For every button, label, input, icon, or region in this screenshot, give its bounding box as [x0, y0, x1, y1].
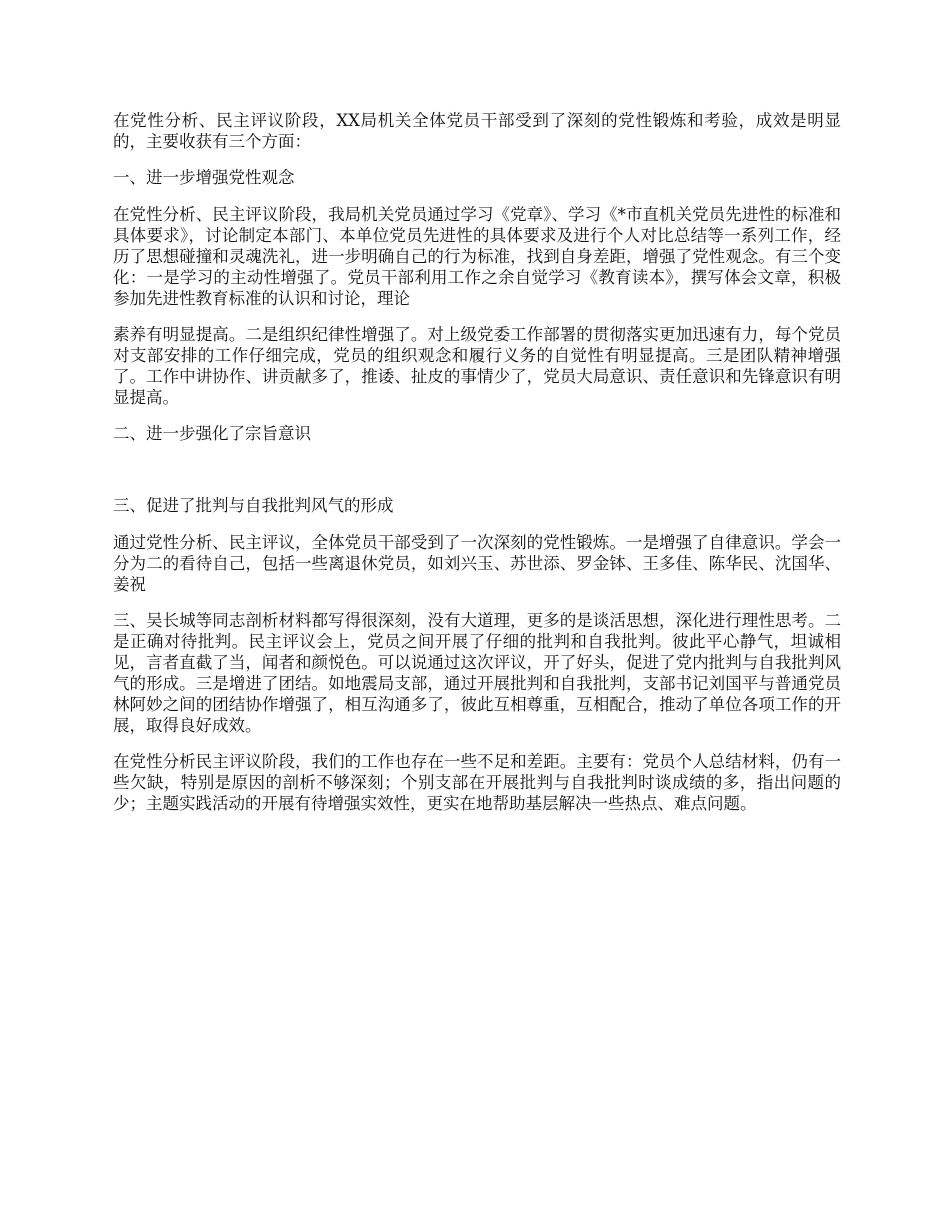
- section-heading-3: 三、促进了批判与自我批判风气的形成: [113, 496, 394, 515]
- section-heading-1: 一、进一步增强党性观念: [113, 168, 295, 187]
- intro-paragraph: 在党性分析、民主评议阶段，XX局机关全体党员干部受到了深刻的党性锻炼和考验，成效是明显的，主要收获有三个方面：: [113, 111, 841, 151]
- section-1-paragraph-part-1: 在党性分析、民主评议阶段，我局机关党员通过学习《党章》、学习《*市直机关党员先进性的标准和具体要求》，讨论制定本部门、本单位党员先进性的具体要求及进行个人对比总结等一系列工作，经历了思想碰撞和灵魂洗礼，进一步明确自己的行为标准，找到自身差距，增强了党性观念。有三个变化：一是学习的主动性增强了。党员干部利用工作之余自觉学习《教育读本》，撰写体会文章，积极参加先进性教育标准的认识和讨论，理论: [113, 205, 841, 308]
- section-3-paragraph-part-2: 三、吴长城等同志剖析材料都写得很深刻，没有大道理，更多的是谈活思想，深化进行理性思考。二是正确对待批判。民主评议会上，党员之间开展了仔细的批判和自我批判。彼此平心静气，坦诚相见，言者直截了当，闻者和颜悦色。可以说通过这次评议，开了好头，促进了党内批判与自我批判风气的形成。三是增进了团结。如地震局支部，通过开展批判和自我批判，支部书记刘国平与普通党员林阿妙之间的团结协作增强了，相互沟通多了，彼此互相尊重，互相配合，推动了单位各项工作的开展，取得良好成效。: [113, 611, 841, 735]
- section-1-paragraph-part-2: 素养有明显提高。二是组织纪律性增强了。对上级党委工作部署的贯彻落实更加迅速有力，每个党员对支部安排的工作仔细完成，党员的组织观念和履行义务的自觉性有明显提高。三是团队精神增强了。工作中讲协作、讲贡献多了，推诿、扯皮的事情少了，党员大局意识、责任意识和先锋意识有明显提高。: [113, 325, 841, 407]
- section-3-paragraph-part-1: 通过党性分析、民主评议，全体党员干部受到了一次深刻的党性锻炼。一是增强了自律意识。学会一分为二的看待自己，包括一些离退休党员，如刘兴玉、苏世添、罗金钵、王多佳、陈华民、沈国华、姜祝: [113, 533, 841, 594]
- document-body: [113, 110, 841, 829]
- closing-paragraph: 在党性分析民主评议阶段，我们的工作也存在一些不足和差距。主要有：党员个人总结材料，仍有一些欠缺，特别是原因的剖析不够深刻；个别支部在开展批判与自我批判时谈成绩的多，指出问题的少；主题实践活动的开展有待增强实效性，更实在地帮助基层解决一些热点、难点问题。: [113, 752, 841, 813]
- section-heading-2: 二、进一步强化了宗旨意识: [113, 424, 311, 443]
